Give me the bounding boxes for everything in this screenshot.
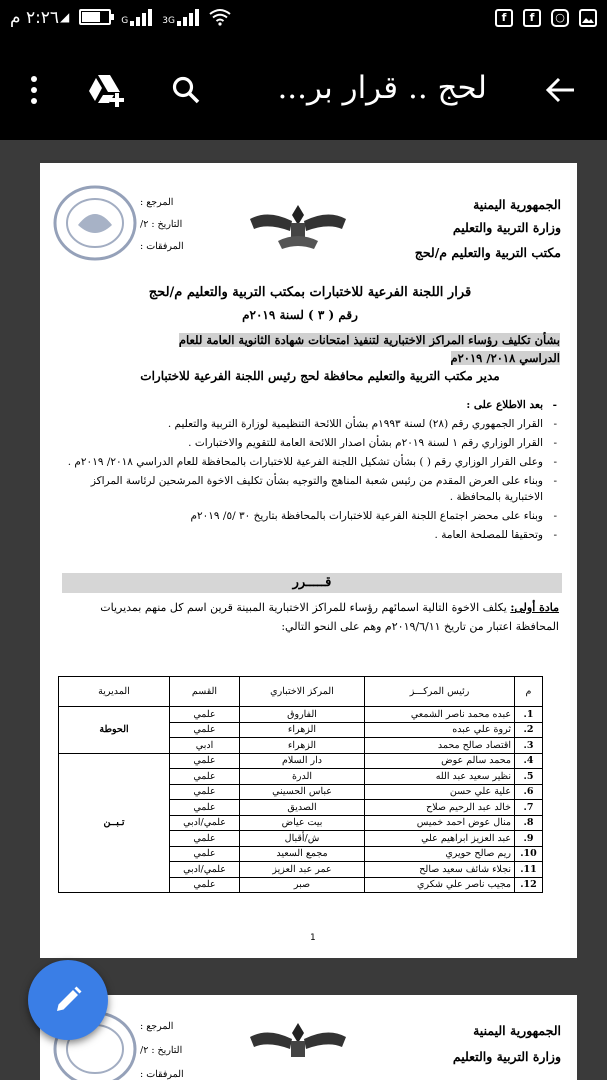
centers-table	[58, 676, 543, 893]
attachments-label: المرفقات :	[140, 241, 184, 252]
page-number: 1	[310, 933, 316, 943]
cell-district: الحوطة	[59, 707, 170, 754]
clause-item: - وبناء على العرض المقدم من رئيس شعبة المناهج والتوجيه بشأن تكليف الاخوة المرشحين لرئاسة المراكز الاختبارية بالمحافظة .	[67, 473, 557, 505]
cell-center: مجمع السعيد	[240, 846, 365, 862]
more-button[interactable]	[14, 70, 54, 110]
decision-number: رقم ( ٣ ) لسنة ٢٠١٩م	[242, 308, 358, 322]
cell-section: علمي	[170, 800, 240, 816]
facebook-icon: f	[495, 9, 513, 27]
cell-center: دار السلام	[240, 753, 365, 769]
date-label: التاريخ : ٢/	[140, 219, 183, 230]
cell-section: علمي	[170, 722, 240, 738]
clause-item: - وتحقيقا للمصلحة العامة .	[67, 527, 557, 543]
document-title: لحج .. قرار بر...	[277, 70, 487, 106]
cell-section: ادبي	[170, 738, 240, 754]
cell-center: الزهراء	[240, 738, 365, 754]
cell-name: نظير سعيد عبد الله	[365, 769, 515, 785]
cell-section: علمي	[170, 707, 240, 723]
director-line: مدير مكتب التربية والتعليم محافظة لحج رئيس اللجنة الفرعية للاختبارات	[140, 369, 500, 383]
cell-index: 9.	[515, 831, 543, 847]
header-ministry: وزارة التربية والتعليم	[452, 1049, 561, 1064]
table-row	[59, 707, 543, 723]
clause-item: - القرار الجمهوري رقم (٢٨) لسنة ١٩٩٣م بشأن اللائحة التنظيمية لوزارة التربية والتعليم .	[67, 416, 557, 432]
wifi-icon	[209, 8, 231, 26]
clauses-list	[67, 397, 557, 546]
cell-index: 8.	[515, 815, 543, 831]
cell-center: بيت عياض	[240, 815, 365, 831]
cell-index: 4.	[515, 753, 543, 769]
yemen-emblem-icon	[248, 1019, 348, 1074]
cell-name: ثروة علي عبده	[365, 722, 515, 738]
cell-center: ش/أقبال	[240, 831, 365, 847]
arrow-left-icon	[545, 77, 575, 103]
clause-item: - القرار الوزاري رقم ١ لسنة ٢٠١٩م بشأن اصدار اللائحة العامة للتقويم والاختبارات .	[67, 435, 557, 451]
col-center: المركز الاختباري	[240, 677, 365, 707]
attachments-label: المرفقات :	[140, 1069, 184, 1080]
cell-center: الزهراء	[240, 722, 365, 738]
header-country: الجمهورية اليمنية	[473, 197, 561, 212]
cell-index: 12.	[515, 877, 543, 893]
cell-index: 2.	[515, 722, 543, 738]
drive-add-icon	[87, 73, 125, 107]
image-icon	[579, 9, 597, 27]
col-section: القسم	[170, 677, 240, 707]
cell-name: اقتصاد صالح محمد	[365, 738, 515, 754]
cell-district: تـبــن	[59, 753, 170, 893]
search-icon	[171, 75, 201, 105]
cell-index: 3.	[515, 738, 543, 754]
decided-heading: قـــــرر	[62, 573, 562, 593]
add-to-drive-button[interactable]	[86, 70, 126, 110]
facebook-icon: f	[523, 9, 541, 27]
battery-icon	[79, 9, 111, 25]
cell-section: علمي	[170, 784, 240, 800]
cell-name: منال عوض احمد خميس	[365, 815, 515, 831]
cell-section: علمي	[170, 846, 240, 862]
app-toolbar	[0, 40, 607, 140]
date-label: التاريخ : ٢/	[140, 1045, 183, 1056]
signal-sim1-icon: G	[121, 8, 152, 26]
back-button[interactable]	[540, 70, 580, 110]
cell-section: علمي	[170, 769, 240, 785]
cell-name: عبده محمد ناصر الشمعي	[365, 707, 515, 723]
cell-section: علمي/ادبي	[170, 862, 240, 878]
cell-center: الدرة	[240, 769, 365, 785]
cell-name: محمد سالم عوض	[365, 753, 515, 769]
header-office: مكتب التربية والتعليم م/لحج	[414, 245, 561, 260]
call-forward-icon: ◢	[60, 10, 70, 24]
decision-subject: بشأن تكليف رؤساء المراكز الاختبارية لتنفيذ امتحانات شهادة الثانوية العامة للعام الدراسي ٢٠١٨/ ٢٠١٩م	[178, 333, 560, 365]
cell-index: 5.	[515, 769, 543, 785]
ref-label: المرجع :	[140, 197, 174, 208]
cell-center: عمر عبد العزيز	[240, 862, 365, 878]
cell-center: الفاروق	[240, 707, 365, 723]
yemen-emblem-icon	[248, 201, 348, 256]
cell-index: 1.	[515, 707, 543, 723]
decision-title: قرار اللجنة الفرعية للاختبارات بمكتب التربية والتعليم م/لحج	[148, 285, 472, 300]
cell-name: علية علي حسن	[365, 784, 515, 800]
article-one: مادة أولى: يكلف الاخوة التالية اسمائهم رؤساء للمراكز الاختبارية المبينة قرين اسم كل منهم بمديريات المحافظة اعتبار من تاريخ ٢٠١٩/٦/١١م وهم على النحو التالي:	[100, 601, 559, 633]
cell-name: خالد عبد الرحيم صلاح	[365, 800, 515, 816]
header-ministry: وزارة التربية والتعليم	[452, 220, 561, 235]
cell-index: 6.	[515, 784, 543, 800]
cell-name: ريم صالح حويري	[365, 846, 515, 862]
official-stamp-icon	[50, 183, 140, 263]
col-district: المديرية	[59, 677, 170, 707]
instagram-icon: ○	[551, 9, 569, 27]
cell-section: علمي	[170, 877, 240, 893]
clause-item: - بعد الاطلاع على :	[67, 397, 557, 413]
col-name: رئيس المركـــز	[365, 677, 515, 707]
pencil-icon	[53, 985, 83, 1015]
cell-center: عباس الحسيني	[240, 784, 365, 800]
cell-name: نجلاء شائف سعيد صالح	[365, 862, 515, 878]
cell-center: الصديق	[240, 800, 365, 816]
cell-section: علمي	[170, 753, 240, 769]
search-button[interactable]	[166, 70, 206, 110]
cell-name: عبد العزيز ابراهيم علي	[365, 831, 515, 847]
cell-index: 10.	[515, 846, 543, 862]
clause-item: - وبناء على محضر اجتماع اللجنة الفرعية للاختبارات بالمحافظة بتاريخ ٣٠ /٥/ ٢٠١٩م	[67, 508, 557, 524]
cell-index: 11.	[515, 862, 543, 878]
cell-name: مجيب ناصر علي شكري	[365, 877, 515, 893]
status-time: ٢:٢٦ م	[10, 8, 60, 28]
col-index: م	[515, 677, 543, 707]
clause-item: - وعلى القرار الوزاري رقم ( ) بشأن تشكيل اللجنة الفرعية للاختبارات بالمحافظة للعام الدراسي ٢٠١٨/ ٢٠١٩م .	[67, 454, 557, 470]
table-row	[59, 753, 543, 769]
signal-sim2-icon: 3G	[162, 8, 199, 26]
edit-button[interactable]	[28, 960, 108, 1040]
cell-section: علمي	[170, 831, 240, 847]
cell-center: صبر	[240, 877, 365, 893]
document-page[interactable]	[40, 163, 577, 958]
status-bar	[0, 0, 607, 40]
more-vert-icon	[31, 76, 37, 104]
ref-label: المرجع :	[140, 1021, 174, 1032]
cell-index: 7.	[515, 800, 543, 816]
document-page-2[interactable]	[40, 995, 577, 1080]
header-country: الجمهورية اليمنية	[473, 1023, 561, 1038]
cell-section: علمي/ادبي	[170, 815, 240, 831]
